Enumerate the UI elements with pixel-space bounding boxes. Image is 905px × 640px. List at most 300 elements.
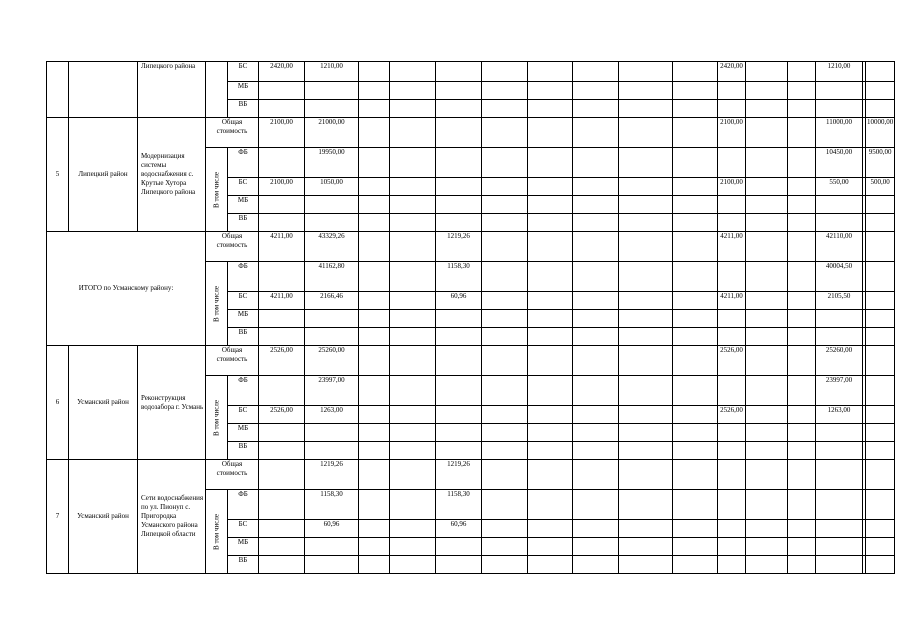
- value-cell: [528, 196, 573, 214]
- in-total-text: В том числе: [212, 171, 220, 208]
- value-cell: [746, 520, 788, 538]
- value-cell: [573, 214, 619, 232]
- value-cell: [359, 556, 390, 574]
- value-cell: [482, 118, 528, 148]
- value-cell: [436, 538, 482, 556]
- value-cell: [390, 118, 436, 148]
- value-cell: [359, 100, 390, 118]
- value-cell: [816, 82, 863, 100]
- district-cell: Усманский район: [69, 460, 138, 574]
- table-row: [47, 232, 895, 262]
- value-cell: 60,96: [436, 292, 482, 310]
- value-cell: [746, 214, 788, 232]
- value-cell: [482, 214, 528, 232]
- value-cell: [619, 346, 673, 376]
- budget-table-body: [47, 62, 895, 574]
- value-cell: 2100,00: [259, 178, 305, 196]
- value-cell: [816, 538, 863, 556]
- value-cell: [573, 232, 619, 262]
- value-cell: [673, 376, 718, 406]
- value-cell: 2420,00: [259, 62, 305, 82]
- value-cell: [359, 442, 390, 460]
- value-cell: [619, 310, 673, 328]
- in-total-text: В том числе: [212, 285, 220, 322]
- value-cell: [718, 460, 746, 490]
- value-cell: [528, 424, 573, 442]
- value-cell: [816, 310, 863, 328]
- value-cell: [816, 196, 863, 214]
- value-cell: 60,96: [305, 520, 359, 538]
- value-cell: 43329,26: [305, 232, 359, 262]
- value-cell: [619, 538, 673, 556]
- value-cell: [390, 100, 436, 118]
- value-cell: [718, 262, 746, 292]
- value-cell: [528, 460, 573, 490]
- value-cell: [390, 148, 436, 178]
- table-row: [47, 118, 895, 148]
- value-cell: [866, 310, 895, 328]
- value-cell: [746, 310, 788, 328]
- value-cell: [436, 406, 482, 424]
- value-cell: [436, 376, 482, 406]
- value-cell: 500,00: [866, 178, 895, 196]
- funding-source-label: ФБ: [228, 262, 259, 292]
- value-cell: [436, 100, 482, 118]
- value-cell: [359, 262, 390, 292]
- value-cell: [390, 460, 436, 490]
- value-cell: [528, 442, 573, 460]
- value-cell: [305, 310, 359, 328]
- value-cell: [390, 214, 436, 232]
- value-cell: [619, 214, 673, 232]
- value-cell: [718, 214, 746, 232]
- value-cell: 2100,00: [718, 178, 746, 196]
- value-cell: [528, 214, 573, 232]
- value-cell: [746, 376, 788, 406]
- value-cell: [746, 556, 788, 574]
- value-cell: [436, 82, 482, 100]
- value-cell: [390, 178, 436, 196]
- budget-table: [46, 61, 895, 574]
- funding-source-label: ВБ: [228, 214, 259, 232]
- value-cell: [482, 178, 528, 196]
- value-cell: 4211,00: [259, 232, 305, 262]
- value-cell: [259, 82, 305, 100]
- value-cell: [718, 556, 746, 574]
- value-cell: [746, 328, 788, 346]
- value-cell: [482, 346, 528, 376]
- value-cell: [788, 232, 816, 262]
- value-cell: [718, 538, 746, 556]
- value-cell: [866, 538, 895, 556]
- value-cell: [305, 442, 359, 460]
- value-cell: [436, 310, 482, 328]
- value-cell: 2105,50: [816, 292, 863, 310]
- value-cell: [390, 556, 436, 574]
- value-cell: [788, 520, 816, 538]
- in-total-vertical-label: [206, 62, 228, 118]
- value-cell: 1210,00: [305, 62, 359, 82]
- value-cell: [746, 262, 788, 292]
- value-cell: [619, 442, 673, 460]
- value-cell: [866, 100, 895, 118]
- value-cell: [866, 262, 895, 292]
- value-cell: [436, 442, 482, 460]
- funding-source-label: ФБ: [228, 148, 259, 178]
- in-total-text: В том числе: [212, 399, 220, 436]
- value-cell: [619, 62, 673, 82]
- value-cell: [259, 328, 305, 346]
- value-cell: [359, 82, 390, 100]
- value-cell: [746, 424, 788, 442]
- value-cell: [436, 178, 482, 196]
- value-cell: [619, 490, 673, 520]
- value-cell: [259, 556, 305, 574]
- value-cell: [619, 148, 673, 178]
- value-cell: [482, 442, 528, 460]
- value-cell: [718, 100, 746, 118]
- value-cell: [619, 460, 673, 490]
- value-cell: [816, 556, 863, 574]
- value-cell: [390, 406, 436, 424]
- value-cell: [359, 460, 390, 490]
- value-cell: [259, 460, 305, 490]
- funding-source-label: МБ: [228, 310, 259, 328]
- value-cell: [482, 538, 528, 556]
- value-cell: [673, 214, 718, 232]
- total-label-cell: ИТОГО по Усманскому району:: [47, 232, 206, 346]
- value-cell: [482, 196, 528, 214]
- table-row: [47, 62, 895, 82]
- value-cell: 2166,46: [305, 292, 359, 310]
- value-cell: [573, 538, 619, 556]
- value-cell: [259, 490, 305, 520]
- value-cell: 25260,00: [816, 346, 863, 376]
- value-cell: [866, 292, 895, 310]
- value-cell: [746, 346, 788, 376]
- in-total-vertical-label: [206, 490, 228, 574]
- value-cell: [816, 520, 863, 538]
- value-cell: [866, 406, 895, 424]
- value-cell: [528, 62, 573, 82]
- value-cell: [305, 100, 359, 118]
- value-cell: [746, 82, 788, 100]
- value-cell: [673, 424, 718, 442]
- value-cell: 2100,00: [718, 118, 746, 148]
- value-cell: [788, 82, 816, 100]
- value-cell: [390, 196, 436, 214]
- value-cell: [788, 556, 816, 574]
- value-cell: [788, 538, 816, 556]
- value-cell: [305, 328, 359, 346]
- value-cell: [816, 328, 863, 346]
- value-cell: [359, 310, 390, 328]
- value-cell: [619, 520, 673, 538]
- value-cell: [359, 292, 390, 310]
- value-cell: 1263,00: [305, 406, 359, 424]
- value-cell: [619, 178, 673, 196]
- value-cell: [746, 490, 788, 520]
- value-cell: [788, 292, 816, 310]
- value-cell: [673, 118, 718, 148]
- funding-source-label: ВБ: [228, 442, 259, 460]
- value-cell: [718, 490, 746, 520]
- value-cell: [259, 310, 305, 328]
- value-cell: [816, 424, 863, 442]
- value-cell: [746, 62, 788, 82]
- row-number-cell: 7: [47, 460, 69, 574]
- value-cell: [573, 262, 619, 292]
- value-cell: [482, 292, 528, 310]
- value-cell: 1158,30: [305, 490, 359, 520]
- value-cell: 25260,00: [305, 346, 359, 376]
- value-cell: [788, 100, 816, 118]
- value-cell: 1210,00: [816, 62, 863, 82]
- value-cell: [673, 520, 718, 538]
- funding-source-label: ФБ: [228, 376, 259, 406]
- value-cell: [866, 346, 895, 376]
- value-cell: [788, 346, 816, 376]
- value-cell: [482, 82, 528, 100]
- value-cell: [359, 196, 390, 214]
- row-number-cell: 6: [47, 346, 69, 460]
- value-cell: [619, 232, 673, 262]
- value-cell: [788, 62, 816, 82]
- value-cell: [573, 178, 619, 196]
- value-cell: 1050,00: [305, 178, 359, 196]
- funding-source-label: МБ: [228, 424, 259, 442]
- value-cell: [573, 556, 619, 574]
- value-cell: 11000,00: [816, 118, 863, 148]
- value-cell: [390, 62, 436, 82]
- value-cell: [746, 406, 788, 424]
- value-cell: 23997,00: [305, 376, 359, 406]
- value-cell: [866, 62, 895, 82]
- value-cell: 2526,00: [259, 346, 305, 376]
- value-cell: [359, 376, 390, 406]
- value-cell: [436, 148, 482, 178]
- value-cell: [788, 442, 816, 460]
- value-cell: [746, 100, 788, 118]
- value-cell: [482, 100, 528, 118]
- value-cell: [528, 520, 573, 538]
- funding-source-label: ВБ: [228, 100, 259, 118]
- value-cell: [436, 346, 482, 376]
- value-cell: [573, 148, 619, 178]
- funding-source-label: ВБ: [228, 556, 259, 574]
- value-cell: [673, 328, 718, 346]
- value-cell: [619, 82, 673, 100]
- value-cell: [746, 178, 788, 196]
- value-cell: [619, 406, 673, 424]
- value-cell: [866, 328, 895, 346]
- value-cell: [573, 310, 619, 328]
- value-cell: [436, 214, 482, 232]
- value-cell: [788, 406, 816, 424]
- value-cell: [816, 442, 863, 460]
- value-cell: [482, 62, 528, 82]
- value-cell: [816, 490, 863, 520]
- value-cell: [359, 118, 390, 148]
- in-total-vertical-label: [206, 148, 228, 232]
- value-cell: [390, 292, 436, 310]
- value-cell: [390, 82, 436, 100]
- value-cell: [866, 232, 895, 262]
- value-cell: 2526,00: [718, 346, 746, 376]
- value-cell: [259, 424, 305, 442]
- value-cell: 1219,26: [436, 460, 482, 490]
- value-cell: [359, 520, 390, 538]
- funding-source-label: БС: [228, 520, 259, 538]
- value-cell: [482, 406, 528, 424]
- value-cell: [673, 442, 718, 460]
- value-cell: [673, 310, 718, 328]
- value-cell: [866, 460, 895, 490]
- value-cell: [390, 442, 436, 460]
- value-cell: [305, 214, 359, 232]
- value-cell: [746, 538, 788, 556]
- value-cell: [390, 328, 436, 346]
- value-cell: [673, 346, 718, 376]
- value-cell: [788, 196, 816, 214]
- value-cell: [673, 460, 718, 490]
- value-cell: 19950,00: [305, 148, 359, 178]
- value-cell: [866, 376, 895, 406]
- value-cell: [718, 328, 746, 346]
- value-cell: 60,96: [436, 520, 482, 538]
- value-cell: [673, 406, 718, 424]
- value-cell: [573, 292, 619, 310]
- value-cell: [482, 424, 528, 442]
- value-cell: 4211,00: [259, 292, 305, 310]
- value-cell: [390, 346, 436, 376]
- total-cost-label: Общая стоимость: [206, 118, 259, 148]
- value-cell: [573, 62, 619, 82]
- value-cell: [528, 328, 573, 346]
- value-cell: [528, 262, 573, 292]
- value-cell: [746, 196, 788, 214]
- value-cell: [788, 424, 816, 442]
- value-cell: [528, 490, 573, 520]
- value-cell: [619, 556, 673, 574]
- value-cell: [528, 346, 573, 376]
- funding-source-label: БС: [228, 292, 259, 310]
- value-cell: [619, 196, 673, 214]
- value-cell: [718, 376, 746, 406]
- value-cell: 550,00: [816, 178, 863, 196]
- value-cell: [482, 262, 528, 292]
- object-name-cell: Модернизация системы водоснабжения с. Крутые Хутора Липецкого района: [138, 118, 206, 232]
- value-cell: [359, 424, 390, 442]
- object-name-cell: Реконструкция водозабора г. Усмань: [138, 346, 206, 460]
- value-cell: [673, 262, 718, 292]
- value-cell: [259, 442, 305, 460]
- value-cell: [436, 328, 482, 346]
- value-cell: [259, 520, 305, 538]
- object-name-cell: Сети водоснабжения по ул. Пионуп с. Пригородка Усманского района Липецкой области: [138, 460, 206, 574]
- value-cell: [359, 62, 390, 82]
- value-cell: [359, 148, 390, 178]
- value-cell: [482, 232, 528, 262]
- in-total-vertical-label: [206, 376, 228, 460]
- value-cell: [436, 424, 482, 442]
- value-cell: [673, 490, 718, 520]
- value-cell: [528, 100, 573, 118]
- value-cell: [673, 82, 718, 100]
- value-cell: [673, 148, 718, 178]
- row-number-cell: [47, 62, 69, 118]
- value-cell: [573, 118, 619, 148]
- value-cell: [573, 100, 619, 118]
- value-cell: [788, 490, 816, 520]
- value-cell: [259, 148, 305, 178]
- funding-source-label: МБ: [228, 82, 259, 100]
- value-cell: [259, 262, 305, 292]
- value-cell: [619, 262, 673, 292]
- value-cell: [866, 424, 895, 442]
- in-total-text: В том числе: [212, 513, 220, 550]
- value-cell: [482, 376, 528, 406]
- value-cell: [528, 82, 573, 100]
- value-cell: [390, 490, 436, 520]
- district-cell: [69, 62, 138, 118]
- value-cell: [528, 406, 573, 424]
- in-total-vertical-label: [206, 262, 228, 346]
- value-cell: [305, 556, 359, 574]
- value-cell: 1263,00: [816, 406, 863, 424]
- row-number-cell: 5: [47, 118, 69, 232]
- value-cell: [866, 82, 895, 100]
- total-cost-label: Общая стоимость: [206, 460, 259, 490]
- value-cell: [390, 520, 436, 538]
- value-cell: [673, 196, 718, 214]
- value-cell: [673, 292, 718, 310]
- value-cell: [573, 490, 619, 520]
- value-cell: 1219,26: [305, 460, 359, 490]
- value-cell: [746, 292, 788, 310]
- value-cell: [866, 442, 895, 460]
- value-cell: [528, 232, 573, 262]
- table-row: [47, 346, 895, 376]
- value-cell: [305, 196, 359, 214]
- value-cell: [573, 520, 619, 538]
- value-cell: [259, 538, 305, 556]
- value-cell: [746, 232, 788, 262]
- value-cell: [359, 328, 390, 346]
- value-cell: [718, 424, 746, 442]
- value-cell: [746, 148, 788, 178]
- value-cell: 4211,00: [718, 232, 746, 262]
- value-cell: [746, 118, 788, 148]
- value-cell: [573, 346, 619, 376]
- value-cell: [359, 214, 390, 232]
- funding-source-label: МБ: [228, 196, 259, 214]
- value-cell: 4211,00: [718, 292, 746, 310]
- value-cell: [528, 292, 573, 310]
- value-cell: 10000,00: [866, 118, 895, 148]
- value-cell: [866, 490, 895, 520]
- value-cell: 41162,80: [305, 262, 359, 292]
- value-cell: [259, 100, 305, 118]
- value-cell: 2420,00: [718, 62, 746, 82]
- value-cell: [573, 442, 619, 460]
- value-cell: [305, 538, 359, 556]
- funding-source-label: БС: [228, 178, 259, 196]
- value-cell: [573, 406, 619, 424]
- value-cell: [528, 538, 573, 556]
- value-cell: [788, 118, 816, 148]
- value-cell: [359, 406, 390, 424]
